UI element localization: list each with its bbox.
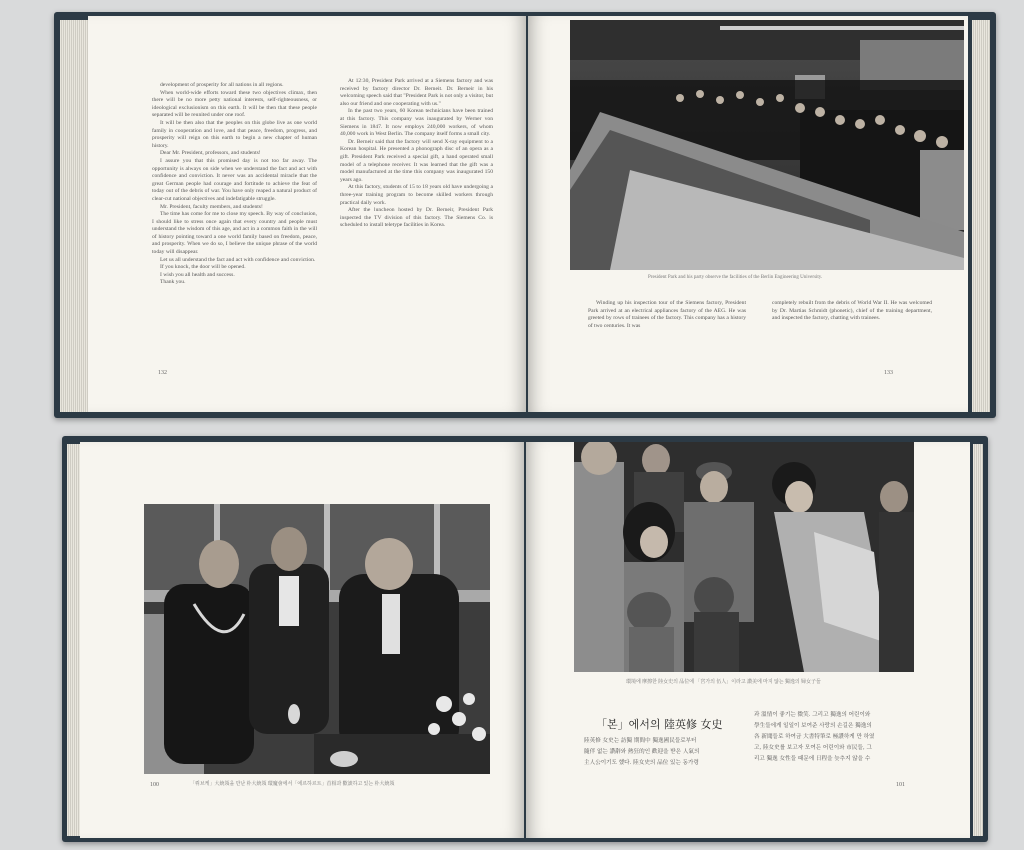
- paragraph: 各 新聞들로 하여금 大書特筆로 極讚하게 만 하였: [754, 734, 875, 740]
- crowd-greeting-image: [574, 442, 914, 672]
- photo-caption: 「뤼브케」大統領을 만난 朴大統領 環魔會에서「에르하르트」首相과 歡談하고 있는 朴大統領: [190, 782, 395, 787]
- page-132: [88, 16, 526, 412]
- paragraph: 고, 陸女史를 보고자 모여든 어린이와 市民들, 그: [754, 745, 872, 751]
- paragraph: Dear Mr. President, professors, and students!: [160, 150, 261, 157]
- paragraph: development of prosperity for all nations in all regions.: [160, 82, 284, 88]
- paragraph: I assure you that this promised day is not too far away. The opportunity is always on side when we understand the fact and act with confidence and conviction. It never was an accidental miracle that the great German people had courage and fortitude to achieve the feat of today out of the debris of war. You have only reaped a natural product of clear-cut national objectives and indefatigable struggle.: [152, 157, 317, 202]
- paragraph: 主人公이기도 했다. 陸女史의 品位 있는 동가령: [584, 760, 699, 766]
- paragraph: At this factory, students of 15 to 18 years old have undergoing a three-year training program to become skilled workers through practical daily work.: [340, 184, 493, 206]
- photo-caption: President Park and his party observe the facilities of the Berlin Engineering University.: [648, 275, 823, 280]
- paragraph: When world-wide efforts toward these two objectives climax, then there will be no more petty national interests, self-righteousness, or ideological exclusionism on this earth. It will be then that these people separated will be reunited under one roof.: [152, 89, 317, 119]
- text-column-1: [584, 736, 740, 769]
- factory-inspection-image: [570, 20, 964, 270]
- paragraph: If you knock, the door will be opened.: [160, 264, 246, 271]
- paragraph: 과 溫情이 좋기는 微笑. 그리고 獨逸의 어린이와: [754, 712, 871, 718]
- section-heading: 「본」에서의 陸英修 女史: [596, 718, 723, 731]
- text-column-2: completely rebuilt from the debris of World War II. He was welcomed by Dr. Martias Schmidt (phonetic), chief of the training department, and inspected the factory, chatting with trainees.: [772, 300, 932, 322]
- paragraph: 리고 獨逸 女性들 때문에 日程을 늦추지 않을 수: [754, 756, 871, 762]
- book-top: [54, 12, 996, 418]
- paragraph: At 12:30, President Park arrived at a Siemens factory and was received by factory director Dr. Berneit. Dr. Berneir in his welcoming speech said that "President Park is not only a visitor, but also our friend and one cooperating with us.": [340, 78, 493, 107]
- page-edges-right: [972, 20, 990, 412]
- crowd-greeting-photo: [574, 442, 914, 672]
- page-number: 101: [896, 782, 905, 788]
- page-101: [526, 442, 970, 838]
- page-number: 100: [150, 782, 159, 788]
- paragraph: 學生들에게 일일이 보여준 사랑의 손길은 獨逸의: [754, 723, 872, 729]
- paragraph: 隨伴 없는 讚辭와 熱狂的인 歡迎을 받은 人氣의: [584, 749, 700, 755]
- page-number: 133: [884, 370, 893, 376]
- paragraph: After the luncheon hosted by Dr. Berneir, President Park inspected the TV division of this factory. The Siemens Co. is scheduled to install teletype facilities in Korea.: [340, 207, 493, 229]
- paragraph: Thank you.: [160, 279, 186, 286]
- page-number: 132: [158, 370, 167, 376]
- text-column-2: [340, 78, 493, 230]
- page-edges-left: [60, 20, 88, 412]
- paragraph: It will be then also that the peoples on this globe live as one world family in cooperation and love, and that peace, freedom, progress, and prosperity will reign on this earth to begin a new chapter of human history.: [152, 119, 317, 149]
- text-column-1: [152, 82, 317, 287]
- paragraph: In the past two years, 60 Korean technicians have been trained at this factory. This company was inaugurated by Werner von Siemens in 1847. It now employs 240,000 workers, of whom 40,000 work in West Berlin. The company itself forms a small city.: [340, 108, 493, 138]
- factory-inspection-photo: [570, 20, 964, 270]
- reception-image: [144, 504, 490, 774]
- paragraph: Mr. President, faculty members, and students!: [160, 203, 263, 210]
- page-100: [80, 442, 524, 838]
- page-edges-right: [973, 444, 983, 836]
- text-column-2: [754, 710, 918, 765]
- paragraph: The time has come for me to close my speech. By way of conclusion, I should like to stress once again that every country and people must understand the wisdom of this age, and act in a common faith in the will of history pointing toward a one world family based on freedom, peace, and prosperity. When we do so, I believe the unique phrase of the world today will disappear.: [152, 211, 317, 256]
- book-bottom: [62, 436, 988, 842]
- paragraph: 陸英修 女史는 訪獨 期間中 獨逸國民들로부터: [584, 738, 697, 744]
- photo-caption: 環境에 摩擦한 陸女史의 品位에 「宮가의 伍人」이라고 讚美에 마지 않는 獨逸의 婦女子들: [626, 680, 821, 685]
- paragraph: Let us all understand the fact and act with confidence and conviction.: [160, 256, 316, 263]
- page-edges-left: [67, 444, 81, 836]
- paragraph: Dr. Berneir said that the factory will send X-ray equipment to a Korean hospital. He presented a phonograph disc of an opera as a gift. President Park received a special gift, a hand operated small model of a telephone receiver. It was learned that the gift was a model manufactured at the time this company was inaugurated 150 years ago.: [340, 138, 493, 183]
- text-column-1: Winding up his inspection tour of the Siemens factory, President Park arrived at an electrical appliances factory of the AEG. He was greeted by rows of trainees of the factory. This company has a history of two centuries. It was: [588, 300, 746, 329]
- page-133: [528, 16, 968, 412]
- paragraph: I wish you all health and success.: [160, 271, 235, 278]
- reception-photo: [144, 504, 490, 774]
